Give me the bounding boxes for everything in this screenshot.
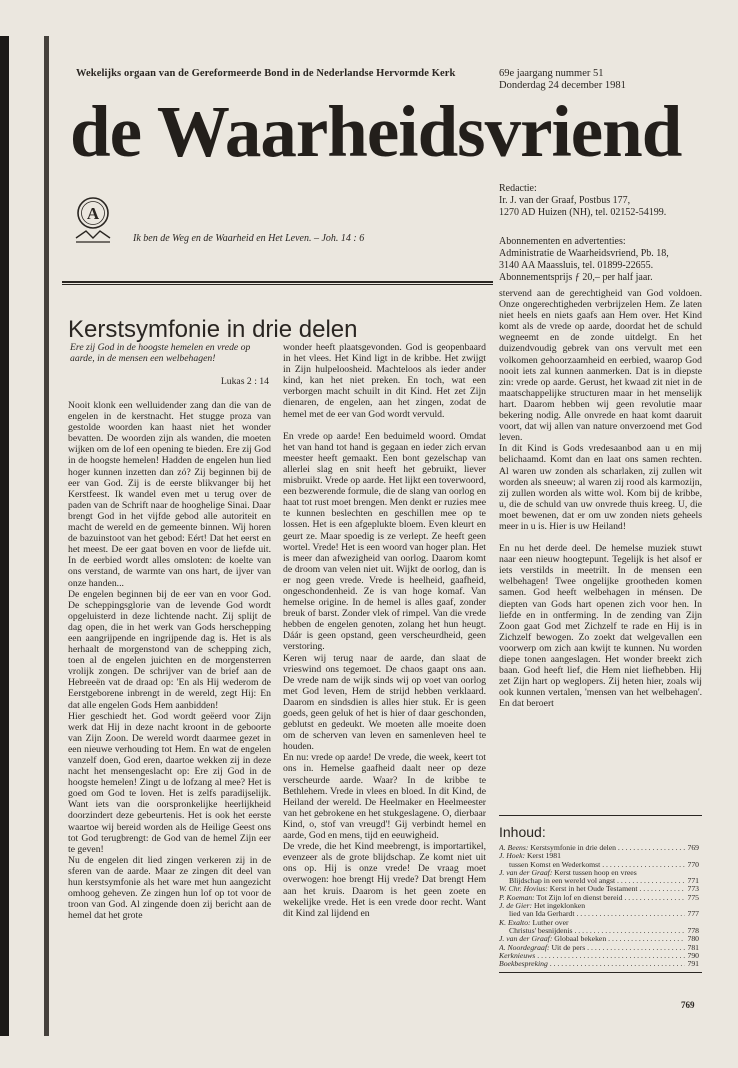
contents-item [499, 952, 699, 960]
contents-item-title [499, 869, 697, 877]
contents-item [499, 944, 699, 952]
inhoud-rule-bottom [499, 972, 702, 973]
contents-item-title [499, 861, 685, 869]
motto: Ik ben de Weg en de Waarheid en Het Leven. – Joh. 14 : 6 [133, 233, 365, 244]
paragraph: Nu de engelen dit lied zingen verkeren zij in de sferen van de aarde. Maar ze zingen dit deel van hun kerstsymfonie als het ware met hun aangezicht omhoog geheven. Ze zingen hun lof op tot voor de troon van God. Al zingende doen zij bericht aan de hemel dat het grote [68, 854, 271, 922]
contents-item-text: Kerst in het Oude Testament [549, 885, 638, 894]
paragraph: Nooit klonk een welluidender zang dan die van de engelen in de kerstnacht. Het stugge proza van gestolde woorden kan haast niet het wonder bevatten. De woorden zijn als wanden, die moeten wijken om de lof een opening te bieden. Ere zij God in de hoogste hemelen! Hadden de engelen hun lied hoger kunnen inzetten dan zó? Zij beginnen bij de eer van God. Zij is de eerste blikvanger bij het Kerstfeest. Ik wandel even met u terug over de paden van de Schrift naar de hooghelige Sinai. Daar brengt God in het vijfde gebod alle autoriteit en macht de wereld en de gemeente binnen. Wij horen de bazuinstoot van het gebod: Eért! Dat het eerst en het meest. De eer gaat boven en voor de liefde uit. In de eerbied wordt alles omsloten: de koelte van ons verstand, de warmte van ons hart, de ijver van onze handen... [68, 400, 271, 589]
contents-item-text: Kerknieuws [499, 951, 536, 960]
contents-item-page: 791 [687, 960, 699, 969]
contents-item-page: 769 [687, 844, 699, 852]
contents-item-title [499, 910, 685, 918]
contents-item-author: A. Noordegraaf: [499, 943, 550, 952]
contents-list [499, 844, 699, 968]
contents-item-page [697, 852, 699, 860]
contents-item [499, 935, 699, 943]
paragraph: stervend aan de gerechtigheid van God voldoen. Onze ongerechtigheden verbrijzelen Hem. Ze laten niet heels en niets gaafs aan Hem over. Het Kind komt als de vrede op aarde, doordat het de schuld wegneemt en de zonde uitdelgt. En het duizendvoudig gebrek van ons vervult met een volkomen gehoorzaamheid en eerbied, waarop God nooit iets zal kunnen aanmerken. Dat is in diepste zin: vrede op aarde. Gerust, het kwaad zit niet in de maatschappelijke structuren maar in het menselijk hart. Daarom hebben wij geen revolutie maar bekering nodig. Alle onvrede en haat komt daaruit voort, dat wij allen van nature onverzoend met God leven. [499, 288, 702, 444]
header-rule-left-thin [62, 284, 493, 285]
issue-info [499, 68, 626, 92]
contents-item-author: P. Koeman: [499, 893, 535, 902]
contents-item [499, 852, 699, 860]
masthead-subtitle: Wekelijks orgaan van de Gereformeerde Bond in de Nederlandse Hervormde Kerk [76, 68, 456, 79]
binding-edge-inner [44, 36, 49, 1036]
contents-item [499, 927, 699, 935]
contents-item [499, 960, 699, 968]
contents-item-text: Kerstsymfonie in drie delen [530, 844, 616, 852]
contents-item [499, 877, 699, 885]
contents-item-page: 771 [687, 877, 699, 886]
contents-item [499, 894, 699, 902]
contents-item-title [499, 852, 697, 860]
contents-item-text: Het ingeklonken [534, 902, 586, 911]
contents-item-title [499, 952, 685, 960]
binding-edge [0, 36, 9, 1036]
contents-item-text: Christus' besnijdenis [509, 926, 573, 935]
paragraph: In dit Kind is Gods vredesaanbod aan u en mij belichaamd. Komt dan en laat ons samen rechten. Al waren uw zonden als scharlaken, zij zullen wit worden als sneeuw; al waren zij rood als karmozijn, zij zullen worden als witte wol. Kom bij de kribbe, u, die de schuld van uw onvrede thuis kreeg. U, die moet bewenen, dat er om uw zonden niets geheels meer in u is. Hier is uw Heiland! [499, 443, 702, 532]
subscription-address: Administratie de Waarheidsvriend, Pb. 18, [499, 248, 669, 259]
contents-heading: Inhoud: [499, 824, 546, 840]
logo-emblem-icon [74, 194, 112, 244]
contents-item-title [499, 960, 685, 968]
article-column-2 [283, 342, 486, 919]
issue-date: Donderdag 24 december 1981 [499, 80, 626, 91]
contents-item-page: 778 [687, 926, 699, 935]
contents-item-author: J. van der Graaf: [499, 868, 553, 877]
redactie-label: Redactie: [499, 183, 537, 194]
contents-item-author: J. van der Graaf: [499, 935, 553, 944]
paragraph: En nu: vrede op aarde! De vrede, die week, keert tot ons in. Hemelse gaafheid daalt neer op deze verscheurde aarde. Waar? In de kribbe te Bethlehem. Vrede in vlees en bloed. In dit Kind, de Heiland der wereld. De Heelmaker en Heelmeester van het gebrokene en het stukgeslagene. O, dierbaar Kind, o, stof van vreugd'! Gij verbindt hemel en aarde, God en mens, tijd en eeuwigheid. [283, 752, 486, 842]
contents-item-page: 781 [687, 943, 699, 952]
contents-item-author: W. Chr. Hovius: [499, 885, 548, 894]
paragraph: Hier geschiedt het. God wordt geëerd voor Zijn werk dat Hij in deze nacht kroont in de geboorte van Zijn Zoon. De wereld wordt daarmee gezet in een nieuwe verhouding tot Hem. En wat de engelen vanzelf doen, God eren, daartoe wekken zij in deze nacht het mensengeslacht op: Ere zij God in de hoogste hemelen! Zingt u de lofzang al mee? Het is goed om God te loven. Het is zelfs paradijselijk. Want iets van die oorspronkelijke heerlijkheid doorzindert deze gebeurtenis. Het is ook het eerste waartoe wij bereid worden als de Heilige Geest ons tot God terugbrengt: de God van de hemel Zijn eer te geven! [68, 710, 271, 855]
contents-item-title [499, 944, 685, 952]
inhoud-rule [499, 815, 702, 816]
contents-item-text: Globaal bekeken [554, 935, 607, 944]
contents-item-text: tussen Komst en Wederkomst [509, 860, 601, 869]
contents-item-page: 773 [687, 885, 699, 894]
newspaper-title: de Waarheidsvriend [70, 91, 682, 172]
contents-item-text: Boekbespreking [499, 960, 548, 969]
contents-item-author: J. Hoek: [499, 852, 526, 861]
contents-item-text: Kerst tussen hoop en vrees [554, 868, 637, 877]
page-number: 769 [681, 1000, 695, 1010]
issue-number: 69e jaargang nummer 51 [499, 68, 604, 79]
paragraph: De engelen beginnen bij de eer van en voor God. De scheppingsglorie van de levende God wordt opgeluisterd in deze lichtende nacht. Zij splijt de dag open, die in het werk van Gods herschepping een aangrijpende en ingrijpende dag is. Het is als herhaalt de morgenstond van de schepping zich, toen al de engelen juichten en de morgensterren vrolijk zongen. De schrijver van de brief aan de Hebreeën vat de draad op: 'En als Hij wederom de Eerstgeborene inbrengt in de wereld, zegt Hij: En dat alle engelen Gods Hem aanbidden! [68, 588, 271, 711]
contents-item-page [697, 869, 699, 877]
contents-item-title [499, 902, 697, 910]
contents-item [499, 885, 699, 893]
contents-item-author: J. de Gier: [499, 902, 533, 911]
subscription-price: Abonnementsprijs ƒ 20,– per half jaar. [499, 272, 653, 283]
paragraph: En vrede op aarde! Een beduimeld woord. Omdat het van hand tot hand is gegaan en ieder zich ervan meester heeft gemaakt. Een bont gezelschap van allerlei slag en snit heeft het gebruikt, liever misbruikt. Vrede op aarde. Het lijkt een toverwoord, een bezwerende formule, die de slang van oorlog en haat tot rust moet brengen. Men denkt er ruzies mee te kunnen beslechten en geschillen mee op te lossen. Het is een afgeplukte bloem. Even kleurt en geurt ze. Maar spoedig is ze verlept. Ze heeft geen wortel. Vrede! Het is een woord van hoger plan. Het is meer dan afwezigheid van oorlog. Daarom komt de droom van velen niet uit. Wijkt de oorlog, dan is er nog geen vrede. Vrede is heelheid, gaafheid, ongeschondenheid. Ze is van hoge komaf. Van hemelse origine. In de hemel is alles gaaf, zonder breuk of barst. Zonder vlek of rimpel. Van die vrede hebben de engelen genoten, zolang het hun heugt. Dáár is geen opstand, geen verscheurdheid, geen verstoring. [283, 430, 486, 653]
contents-item-title [499, 927, 685, 935]
article-column-3 [499, 288, 702, 709]
subscription-block [499, 236, 669, 284]
redactie-phone: 1270 AD Huizen (NH), tel. 02152-54199. [499, 207, 667, 218]
contents-item-text: Blijdschap in een wereld vol angst [509, 877, 616, 886]
contents-item-title [499, 919, 697, 927]
paragraph: wonder heeft plaatsgevonden. God is geopenbaard in het vlees. Het Kind ligt in de kribbe. Het zwijgt in Zijn hulpeloosheid. Machteloos als ieder ander kind, kan het niet preken. En toch, wat een verborgen macht schuilt in dit Kind. Het zet Zijn dienaren, de engelen, aan het zingen, zodat de hemel met de eer van God wordt vervuld. [283, 342, 486, 420]
publication-logo [74, 194, 112, 244]
contents-item-title [499, 935, 685, 943]
contents-item [499, 902, 699, 910]
contents-item-text: Tot Zijn lof en dienst bereid [536, 893, 623, 902]
contents-item [499, 869, 699, 877]
contents-item-page: 775 [687, 893, 699, 902]
contents-item-title [499, 894, 685, 902]
contents-item-author: K. Exalto: [499, 918, 531, 927]
redactie-address: Ir. J. van der Graaf, Postbus 177, [499, 195, 631, 206]
contents-item [499, 844, 699, 852]
contents-item-page: 770 [687, 860, 699, 869]
contents-item-title [499, 877, 685, 885]
contents-item-text: Luther over [532, 918, 569, 927]
article-column-1 [68, 400, 271, 921]
contents-item-text: lied van Ida Gerhardt [509, 910, 575, 919]
contents-item [499, 910, 699, 918]
contents-item-page [697, 919, 699, 927]
epigraph-reference: Lukas 2 : 14 [220, 376, 269, 387]
contents-item [499, 861, 699, 869]
contents-item-title [499, 844, 685, 852]
redactie-block [499, 183, 666, 219]
paragraph: De vrede, die het Kind meebrengt, is importartikel, evenzeer als de grote blijdschap. Ze komt niet uit ons op. Hij is onze vrede! De vraag moet overwogen: hoe brengt Hij vrede? Dat brengt Hem aan het kruis. Daarom is het geen zoete en wekelijke vrede. Het is een vrede door recht. Want dit Kind zal lijdend en [283, 841, 486, 919]
article-epigraph: Ere zij God in de hoogste hemelen en vrede op aarde, in de mensen een welbehagen! [70, 342, 251, 365]
contents-item-page [697, 902, 699, 910]
article-heading: Kerstsymfonie in drie delen [68, 316, 358, 343]
paragraph: Keren wij terug naar de aarde, dan slaat de vrieswind ons tegemoet. De chaos gaapt ons aan. De vrede nam de wijk sinds wij op voet van oorlog met God leven, Hem de strijd hebben verklaard. Daarom en sindsdien is alles hier stuk. Er is geen goeds, geen geluk of het is hier of daar geschonden, geblutst en gedeukt. We moeten alle moeite doen om de scherven van leven en samenleven heel te houden. [283, 652, 486, 753]
subscription-phone: 3140 AA Maassluis, tel. 01899-22655. [499, 260, 654, 271]
header-rule-left [62, 281, 493, 283]
contents-item-text: Uit de pers [551, 943, 586, 952]
contents-item-author: A. Beens: [499, 844, 529, 852]
contents-item-page: 777 [687, 910, 699, 919]
contents-item [499, 919, 699, 927]
contents-item-title [499, 885, 685, 893]
subscription-label: Abonnementen en advertenties: [499, 236, 626, 247]
paragraph: En nu het derde deel. De hemelse muziek stuwt naar een nieuw hoogtepunt. Tegelijk is het alsof er iets verstilds in meetrilt. In de mensen een welbehagen! Twee ongelijke grootheden komen samen. God heeft welbehagen in ménsen. De diepten van Gods hart openen zich voor hen. In liefde en in ontferming. In de zending van Zijn Zoon gaat God met Zichzelf te rade en Hij is in Zichzelf bewogen. Zo zoekt dat welgevallen een voorwerp om zich aan kwijt te kunnen. Nu worden diepe tonen aangeslagen. Het wonder breekt zich baan. God heeft lief, die Hem niet liefhebben. Hij zet Zijn hart op weglopers. Zij heten hier, zoals wij ook kunnen vertalen, 'mensen van het welbehagen'. En dat beroert [499, 543, 702, 710]
contents-item-page: 790 [687, 951, 699, 960]
contents-item-page: 780 [687, 935, 699, 944]
contents-item-text: Kerst 1981 [526, 852, 561, 861]
logo-letter: A [86, 204, 100, 223]
